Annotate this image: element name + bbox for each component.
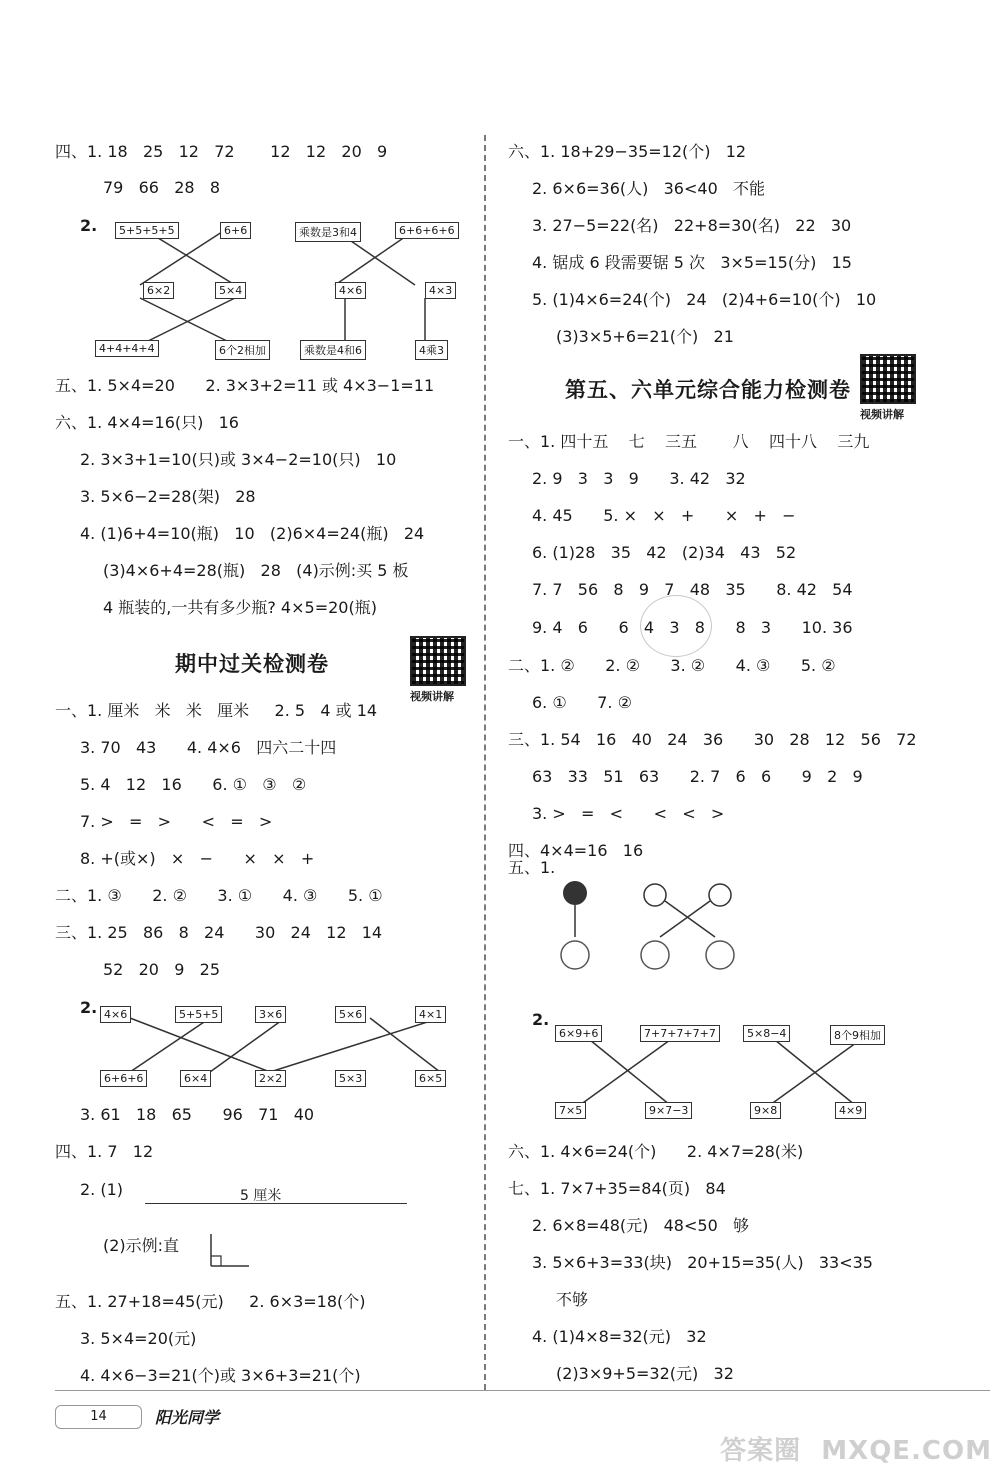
mid5-line2: 3. 5×4=20(元) bbox=[80, 1329, 197, 1348]
mid3-q2: 2. bbox=[80, 998, 98, 1017]
matching-figure-1 bbox=[95, 210, 465, 360]
right-sec6-line4: 4. 锯成 6 段需要锯 5 次 3×5=15(分) 15 bbox=[532, 253, 852, 272]
right-sec6-line5: 5. (1)4×6=24(个) 24 (2)4+6=10(个) 10 bbox=[532, 290, 877, 309]
footer-rule bbox=[55, 1390, 990, 1391]
s1-line1: 一、1. 四十五 七 三五 八 四十八 三九 bbox=[508, 432, 870, 451]
right-sec6-line6: (3)3×5+6=21(个) 21 bbox=[556, 327, 734, 346]
s5-q2: 2. bbox=[532, 1010, 550, 1029]
match4-box: 9×8 bbox=[750, 1102, 781, 1119]
left-sec4-line1: 四、1. 18 25 12 72 12 12 20 9 bbox=[55, 142, 388, 161]
match4-box: 6×9+6 bbox=[555, 1025, 602, 1042]
match2-box: 4×1 bbox=[415, 1006, 446, 1023]
match4-box: 9×7−3 bbox=[645, 1102, 692, 1119]
mid1-line5: 8. +(或×) × − × × + bbox=[80, 849, 315, 868]
left-sec6-line1: 六、1. 4×4=16(只) 16 bbox=[55, 413, 239, 432]
right-sec6-line2: 2. 6×6=36(人) 36<40 不能 bbox=[532, 179, 766, 198]
matching-figure-2 bbox=[100, 1000, 470, 1090]
s1-line5: 7. 7 56 8 9 7 48 35 8. 42 54 bbox=[532, 580, 853, 599]
s1-line3: 4. 45 5. × × + × + − bbox=[532, 506, 796, 525]
match2-box: 2×2 bbox=[255, 1070, 286, 1087]
left-sec6-line6: 4 瓶装的,一共有多少瓶? 4×5=20(瓶) bbox=[103, 598, 377, 617]
match1-box: 6+6 bbox=[220, 222, 251, 239]
s7-line1: 七、1. 7×7+35=84(页) 84 bbox=[508, 1179, 726, 1198]
mid1-line1: 一、1. 厘米 米 米 厘米 2. 5 4 或 14 bbox=[55, 701, 378, 720]
match4-box: 5×8−4 bbox=[743, 1025, 790, 1042]
mid4-line3: (2)示例:直 bbox=[103, 1236, 180, 1255]
s3-line2: 63 33 51 63 2. 7 6 6 9 2 9 bbox=[532, 767, 863, 786]
match2-box: 6+6+6 bbox=[100, 1070, 147, 1087]
midterm-title: 期中过关检测卷 bbox=[175, 652, 329, 676]
s4-line: 四、4×4=16 16 bbox=[508, 841, 644, 860]
qr-label: 视频讲解 bbox=[410, 690, 454, 703]
left-sec6-line4: 4. (1)6+4=10(瓶) 10 (2)6×4=24(瓶) 24 bbox=[80, 524, 425, 543]
match2-box: 6×4 bbox=[180, 1070, 211, 1087]
matching-figure-4 bbox=[545, 1010, 885, 1125]
match1-box: 4×6 bbox=[335, 282, 366, 299]
match2-box: 5+5+5 bbox=[175, 1006, 222, 1023]
stamp-mark bbox=[640, 595, 712, 657]
ruler-label: 5 厘米 bbox=[240, 1188, 282, 1204]
match1-box: 5×4 bbox=[215, 282, 246, 299]
match1-box: 4乘3 bbox=[415, 340, 448, 360]
s3-line3: 3. > = < < < > bbox=[532, 804, 725, 823]
match2-box: 5×3 bbox=[335, 1070, 366, 1087]
s2-line1: 二、1. ② 2. ② 3. ② 4. ③ 5. ② bbox=[508, 656, 836, 675]
unit-test-title: 第五、六单元综合能力检测卷 bbox=[565, 378, 851, 402]
right-sec6-line1: 六、1. 18+29−35=12(个) 12 bbox=[508, 142, 747, 161]
s5-line1: 五、1. bbox=[508, 858, 556, 877]
s7-line3: 3. 5×6+3=33(块) 20+15=35(人) 33<35 bbox=[532, 1253, 873, 1272]
s7-line6: (2)3×9+5=32(元) 32 bbox=[556, 1364, 734, 1383]
s6-line: 六、1. 4×6=24(个) 2. 4×7=28(米) bbox=[508, 1142, 804, 1161]
s1-line4: 6. (1)28 35 42 (2)34 43 52 bbox=[532, 543, 797, 562]
right-sec6-line3: 3. 27−5=22(名) 22+8=30(名) 22 30 bbox=[532, 216, 852, 235]
matching-figure-3 bbox=[545, 875, 745, 985]
match4-box: 7+7+7+7+7 bbox=[640, 1025, 720, 1042]
right-angle-figure bbox=[205, 1232, 250, 1272]
match1-box: 乘数是3和4 bbox=[295, 222, 361, 242]
mid4-line1: 四、1. 7 12 bbox=[55, 1142, 154, 1161]
left-sec4-q2: 2. bbox=[80, 216, 98, 235]
watermark: 答案圈 MXQE.COM bbox=[720, 1436, 992, 1466]
match4-box: 8个9相加 bbox=[830, 1025, 885, 1045]
qr-code-icon[interactable] bbox=[410, 636, 466, 686]
left-sec5: 五、1. 5×4=20 2. 3×3+2=11 或 4×3−1=11 bbox=[55, 376, 435, 395]
match1-box: 乘数是4和6 bbox=[300, 340, 366, 360]
s1-line6: 9. 4 6 6 4 3 8 8 3 10. 36 bbox=[532, 618, 853, 637]
match2-box: 5×6 bbox=[335, 1006, 366, 1023]
qr-label: 视频讲解 bbox=[860, 408, 904, 421]
match4-box: 7×5 bbox=[555, 1102, 586, 1119]
mid1-line4: 7. > = > < = > bbox=[80, 812, 273, 831]
s2-line2: 6. ① 7. ② bbox=[532, 693, 632, 712]
left-sec4-line2: 79 66 28 8 bbox=[103, 178, 221, 197]
mid5-line3: 4. 4×6−3=21(个)或 3×6+3=21(个) bbox=[80, 1366, 361, 1385]
match1-box: 6+6+6+6 bbox=[395, 222, 459, 239]
qr-code-icon[interactable] bbox=[860, 354, 916, 404]
mid5-line1: 五、1. 27+18=45(元) 2. 6×3=18(个) bbox=[55, 1292, 366, 1311]
mid2-line: 二、1. ③ 2. ② 3. ① 4. ③ 5. ① bbox=[55, 886, 383, 905]
match2-box: 3×6 bbox=[255, 1006, 286, 1023]
column-divider bbox=[484, 135, 486, 1390]
match2-box: 6×5 bbox=[415, 1070, 446, 1087]
mid3-line3: 3. 61 18 65 96 71 40 bbox=[80, 1105, 315, 1124]
mid3-line2: 52 20 9 25 bbox=[103, 960, 221, 979]
s7-line5: 4. (1)4×8=32(元) 32 bbox=[532, 1327, 707, 1346]
left-sec6-line5: (3)4×6+4=28(瓶) 28 (4)示例:买 5 板 bbox=[103, 561, 409, 580]
match1-box: 4×3 bbox=[425, 282, 456, 299]
match1-box: 6×2 bbox=[143, 282, 174, 299]
left-sec6-line3: 3. 5×6−2=28(架) 28 bbox=[80, 487, 256, 506]
match1-box: 5+5+5+5 bbox=[115, 222, 179, 239]
s7-line4: 不够 bbox=[556, 1290, 589, 1309]
mid1-line2: 3. 70 43 4. 4×6 四六二十四 bbox=[80, 738, 337, 757]
s1-line2: 2. 9 3 3 9 3. 42 32 bbox=[532, 469, 746, 488]
s3-line1: 三、1. 54 16 40 24 36 30 28 12 56 72 bbox=[508, 730, 917, 749]
match1-box: 4+4+4+4 bbox=[95, 340, 159, 357]
mid4-line2: 2. (1) bbox=[80, 1180, 124, 1199]
mid3-line1: 三、1. 25 86 8 24 30 24 12 14 bbox=[55, 923, 383, 942]
match4-box: 4×9 bbox=[835, 1102, 866, 1119]
mid1-line3: 5. 4 12 16 6. ① ③ ② bbox=[80, 775, 307, 794]
match2-box: 4×6 bbox=[100, 1006, 131, 1023]
left-sec6-line2: 2. 3×3+1=10(只)或 3×4−2=10(只) 10 bbox=[80, 450, 397, 469]
brand-logo: 阳光同学 bbox=[155, 1408, 220, 1427]
s7-line2: 2. 6×8=48(元) 48<50 够 bbox=[532, 1216, 750, 1235]
page-number: 14 bbox=[55, 1405, 142, 1429]
match1-box: 6个2相加 bbox=[215, 340, 270, 360]
